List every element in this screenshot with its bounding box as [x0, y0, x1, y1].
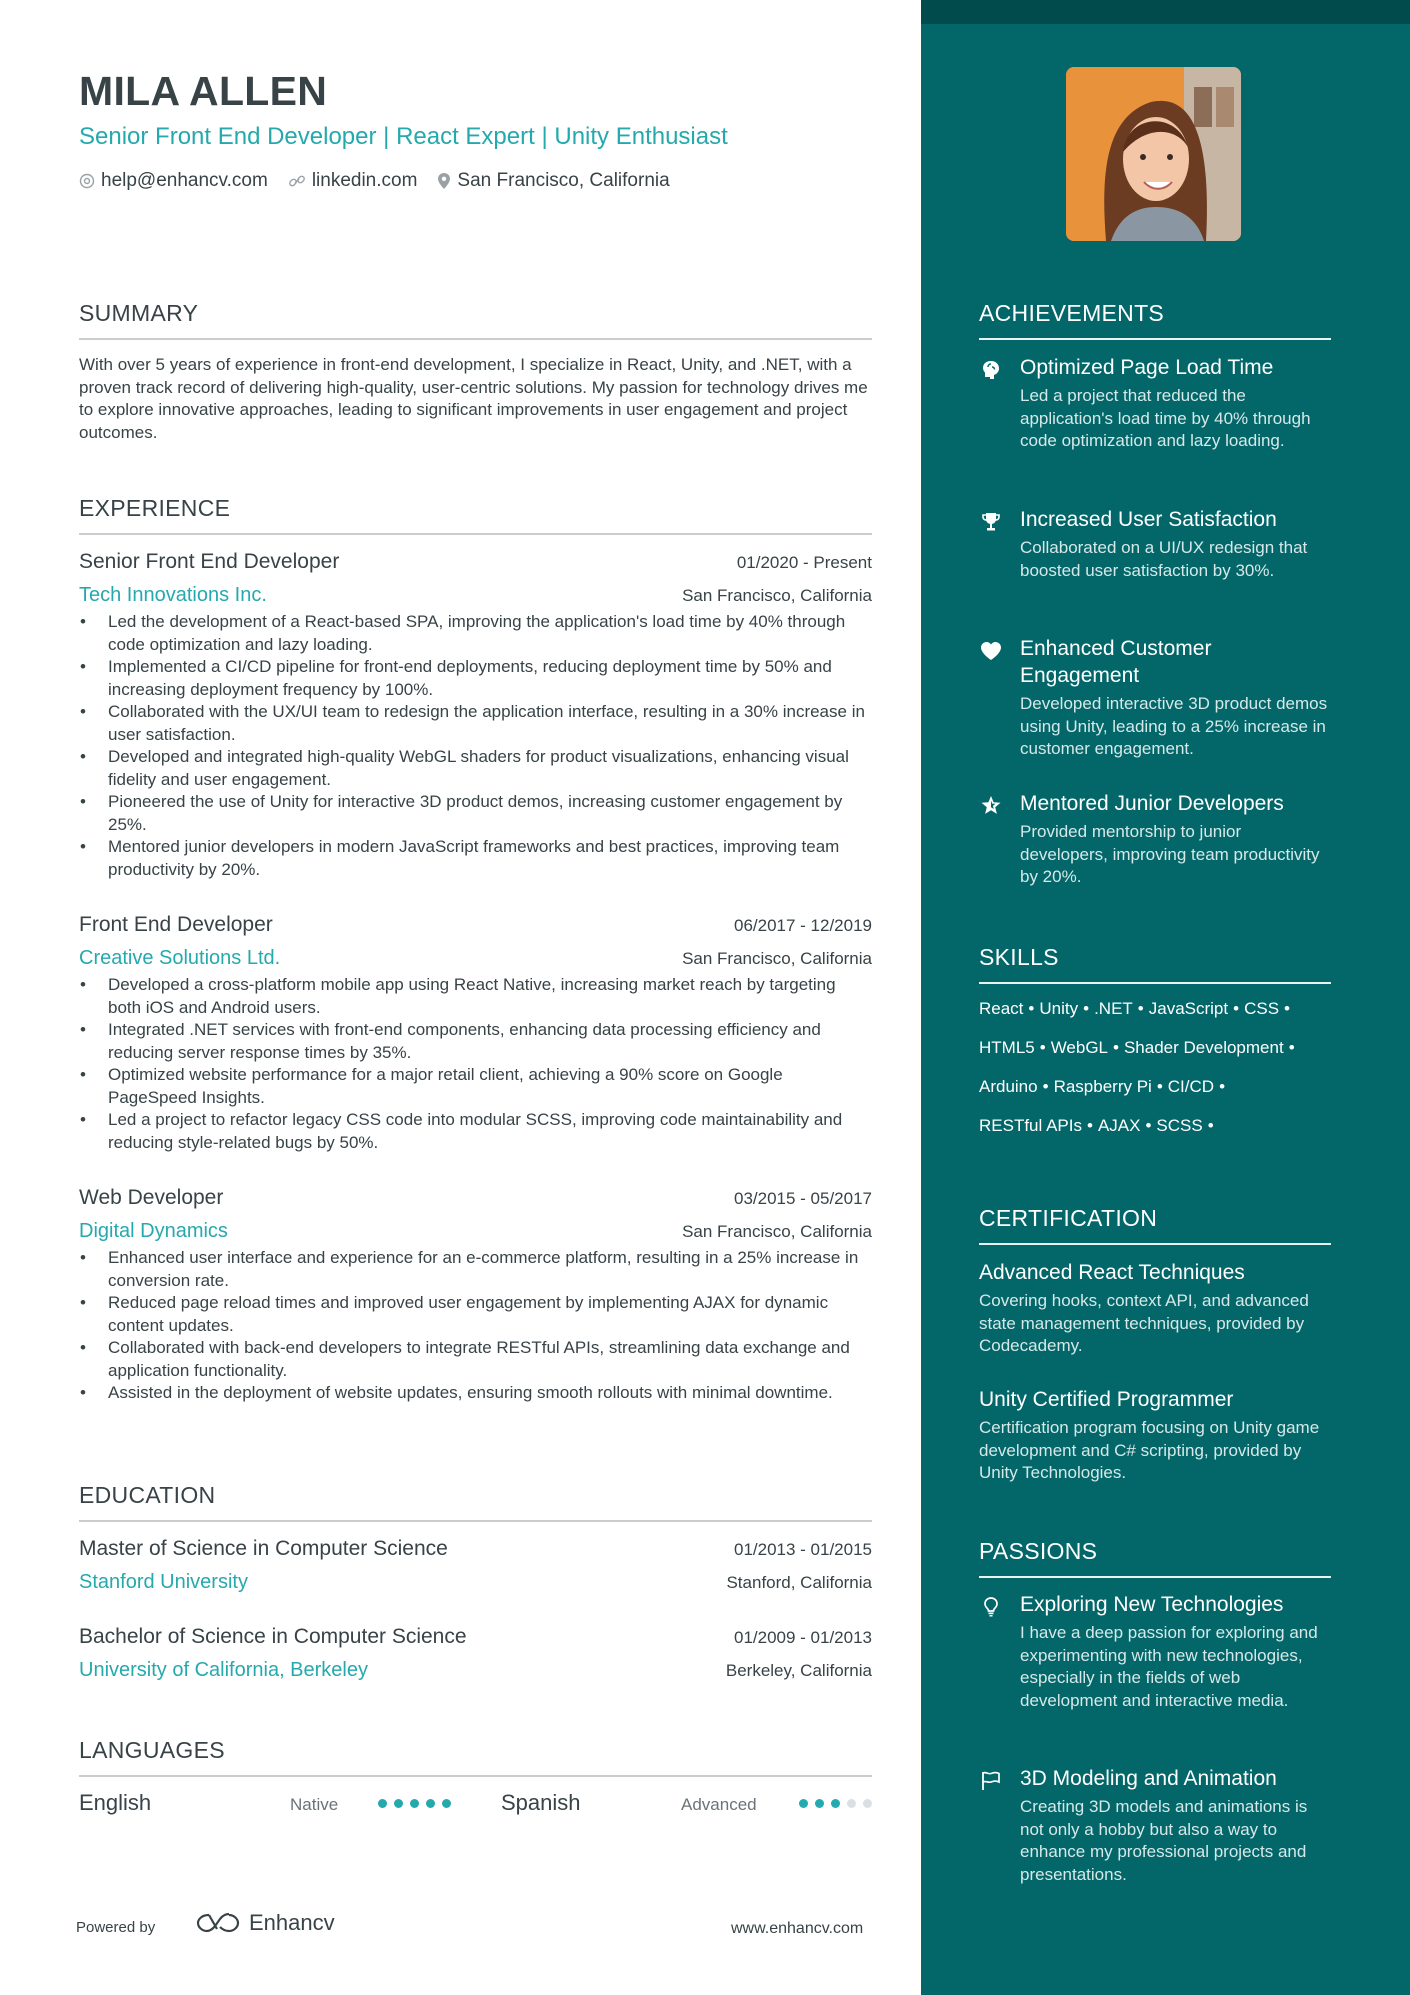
skill-tag: Unity	[1039, 999, 1079, 1018]
skill-separator: •	[1083, 999, 1090, 1018]
skills-line	[979, 998, 1331, 1037]
star-hand-icon	[979, 794, 1003, 818]
job-entry	[79, 913, 872, 1154]
education-divider	[79, 1520, 872, 1522]
job-dates: 06/2017 - 12/2019	[733, 916, 872, 935]
headline: Senior Front End Developer | React Expert | Unity Enthusiast	[79, 123, 728, 150]
rating-dot-filled	[831, 1799, 840, 1808]
certification-desc: Covering hooks, context API, and advanced state management techniques, provided by Codecademy.	[979, 1291, 1309, 1355]
job-bullet: • Implemented a CI/CD pipeline for front-end deployments, reducing deployment time by 50% and increasing deployment frequency by 100%.	[79, 656, 872, 701]
certification-item	[979, 1259, 1331, 1358]
passions-divider	[979, 1576, 1331, 1578]
brand-name: Enhancv	[249, 1910, 335, 1935]
skill-tag: CSS	[1244, 999, 1280, 1018]
achievement-desc: Collaborated on a UI/UX redesign that boosted user satisfaction by 30%.	[1020, 538, 1308, 580]
achievement-desc: Provided mentorship to junior developers, improving team productivity by 20%.	[1020, 822, 1320, 886]
job-bullet: • Developed and integrated high-quality WebGL shaders for product visualizations, enhancing visual fidelity and user engagement.	[79, 746, 872, 791]
achievement-title: Optimized Page Load Time	[1020, 356, 1274, 379]
degree: Master of Science in Computer Science	[79, 1537, 448, 1560]
avatar-illustration	[1066, 67, 1241, 241]
education-entry	[79, 1537, 872, 1594]
job-title: Web Developer	[79, 1186, 224, 1209]
certification-title: Unity Certified Programmer	[979, 1388, 1234, 1411]
skill-separator: •	[1219, 1077, 1226, 1096]
skills-heading: SKILLS	[979, 944, 1059, 970]
achievement-item	[979, 506, 1331, 582]
contact-location	[437, 170, 669, 192]
job-bullet: • Optimized website performance for a major retail client, achieving a 90% score on Google PageSpeed Insights.	[79, 1064, 872, 1109]
achievements-heading: ACHIEVEMENTS	[979, 300, 1165, 326]
languages-row	[79, 1790, 872, 1820]
rating-dot-filled	[394, 1799, 403, 1808]
skills-divider	[979, 982, 1331, 984]
flag-icon	[979, 1769, 1003, 1793]
lightbulb-icon	[979, 1595, 1003, 1619]
education-location: Berkeley, California	[725, 1661, 872, 1680]
rating-dot-filled	[426, 1799, 435, 1808]
languages-heading: LANGUAGES	[79, 1737, 225, 1763]
skill-tag: Shader Development	[1123, 1038, 1284, 1057]
skill-tag: React	[979, 999, 1024, 1018]
education-entry	[79, 1625, 872, 1682]
achievements-divider	[979, 338, 1331, 340]
skill-separator: •	[1113, 1038, 1119, 1057]
skill-separator: •	[1156, 1077, 1163, 1096]
skill-tag: SCSS	[1156, 1116, 1203, 1135]
achievement-item	[979, 790, 1331, 889]
skills-line	[979, 1037, 1331, 1076]
language-name: English	[79, 1790, 152, 1815]
skill-tag: WebGL	[1050, 1038, 1109, 1057]
skill-tag: JavaScript	[1148, 999, 1229, 1018]
education-heading: EDUCATION	[79, 1482, 216, 1508]
passion-desc: I have a deep passion for exploring and experimenting with new technologies, especially in the fields of web development and interactive media.	[1020, 1623, 1318, 1710]
profile-photo	[1066, 67, 1241, 241]
skills-list	[979, 998, 1331, 1154]
job-bullets	[79, 974, 872, 1154]
link-icon	[288, 173, 306, 189]
linkedin-text: linkedin.com	[311, 170, 418, 191]
brand-logo[interactable]	[195, 1910, 335, 1936]
language-rating	[378, 1799, 458, 1808]
contact-email[interactable]	[79, 170, 268, 192]
summary-divider	[79, 338, 872, 340]
education-dates: 01/2009 - 01/2013	[733, 1628, 872, 1647]
skill-tag: CI/CD	[1167, 1077, 1215, 1096]
rating-dot-filled	[815, 1799, 824, 1808]
job-bullet: • Assisted in the deployment of website updates, ensuring smooth rollouts with minimal downtime.	[79, 1382, 872, 1405]
job-title: Senior Front End Developer	[79, 550, 340, 573]
rating-dot-filled	[378, 1799, 387, 1808]
job-bullet: • Developed a cross-platform mobile app using React Native, increasing market reach by targeting both iOS and Android users.	[79, 974, 872, 1019]
certification-desc: Certification program focusing on Unity game development and C# scripting, provided by Unity Technologies.	[979, 1418, 1320, 1482]
job-bullets	[79, 1247, 872, 1405]
school: University of California, Berkeley	[79, 1659, 368, 1681]
skill-tag: Raspberry Pi	[1053, 1077, 1152, 1096]
achievement-title: Increased User Satisfaction	[1020, 508, 1277, 531]
skill-tag: HTML5	[979, 1038, 1035, 1057]
achievement-desc: Developed interactive 3D product demos using Unity, leading to a 25% increase in customer engagement.	[1020, 694, 1328, 758]
achievement-title: Mentored Junior Developers	[1020, 792, 1284, 815]
education-location: Stanford, California	[726, 1573, 872, 1592]
job-dates: 03/2015 - 05/2017	[733, 1189, 872, 1208]
brain-icon	[979, 358, 1003, 382]
passion-title: Exploring New Technologies	[1020, 1593, 1284, 1616]
achievement-item	[979, 635, 1331, 761]
skill-separator: •	[1028, 999, 1035, 1018]
job-bullet: • Led a project to refactor legacy CSS code into modular SCSS, improving code maintainability and reducing style-related bugs by 50%.	[79, 1109, 872, 1154]
skill-separator: •	[1233, 999, 1240, 1018]
skill-tag: AJAX	[1097, 1116, 1141, 1135]
certification-item	[979, 1386, 1331, 1485]
education-dates: 01/2013 - 01/2015	[733, 1540, 872, 1559]
job-company: Tech Innovations Inc.	[79, 584, 267, 606]
job-bullet: • Collaborated with back-end developers to integrate RESTful APIs, streamlining data exchange and application functionality.	[79, 1337, 872, 1382]
job-bullet: • Mentored junior developers in modern JavaScript frameworks and best practices, improving team productivity by 20%.	[79, 836, 872, 881]
skill-separator: •	[1288, 1038, 1295, 1057]
rating-dot-filled	[442, 1799, 451, 1808]
language-name: Spanish	[501, 1790, 581, 1815]
languages-divider	[79, 1775, 872, 1777]
passion-desc: Creating 3D models and animations is not only a hobby but also a way to enhance my professional projects and presentations.	[1020, 1797, 1308, 1884]
job-bullet: • Collaborated with the UX/UI team to redesign the application interface, resulting in a 30% increase in user satisfaction.	[79, 701, 872, 746]
job-company: Digital Dynamics	[79, 1220, 228, 1242]
certification-divider	[979, 1243, 1331, 1245]
trophy-icon	[979, 510, 1003, 534]
heart-icon	[979, 639, 1003, 663]
rating-dot-empty	[847, 1799, 856, 1808]
language-rating	[799, 1799, 879, 1808]
skill-separator: •	[1137, 999, 1144, 1018]
job-bullet: • Pioneered the use of Unity for interactive 3D product demos, increasing customer engagement by 25%.	[79, 791, 872, 836]
job-bullet: • Enhanced user interface and experience for an e-commerce platform, resulting in a 25% increase in conversion rate.	[79, 1247, 872, 1292]
skill-separator: •	[1284, 999, 1290, 1018]
passion-item	[979, 1765, 1331, 1886]
passion-item	[979, 1591, 1331, 1712]
website-link[interactable]: www.enhancv.com	[731, 1920, 864, 1937]
location-text: San Francisco, California	[457, 170, 670, 191]
job-location: San Francisco, California	[682, 1222, 872, 1241]
skill-separator: •	[1207, 1116, 1214, 1135]
degree: Bachelor of Science in Computer Science	[79, 1625, 467, 1648]
skill-separator: •	[1145, 1116, 1152, 1135]
job-location: San Francisco, California	[682, 586, 872, 605]
skill-tag: .NET	[1094, 999, 1133, 1018]
certification-heading: CERTIFICATION	[979, 1205, 1158, 1231]
achievement-desc: Led a project that reduced the application's load time by 40% through code optimization and lazy loading.	[1020, 386, 1311, 450]
experience-heading: EXPERIENCE	[79, 495, 231, 521]
skills-line	[979, 1115, 1331, 1154]
language-level: Advanced	[681, 1795, 757, 1814]
rating-dot-filled	[799, 1799, 808, 1808]
experience-divider	[79, 533, 872, 535]
skill-separator: •	[1039, 1038, 1046, 1057]
powered-by-label: Powered by	[76, 1919, 156, 1936]
location-pin-icon	[437, 172, 451, 190]
skill-separator: •	[1086, 1116, 1093, 1135]
job-bullet: • Reduced page reload times and improved user engagement by implementing AJAX for dynamic content updates.	[79, 1292, 872, 1337]
job-title: Front End Developer	[79, 913, 273, 936]
skill-tag: RESTful APIs	[979, 1116, 1082, 1135]
sidebar-topbar	[921, 0, 1410, 24]
job-bullets	[79, 611, 872, 881]
rating-dot-empty	[863, 1799, 872, 1808]
contact-linkedin[interactable]	[288, 170, 418, 192]
rating-dot-filled	[410, 1799, 419, 1808]
job-entry	[79, 1186, 872, 1405]
at-icon	[79, 173, 95, 189]
achievement-item	[979, 354, 1331, 453]
language-level: Native	[290, 1795, 339, 1814]
job-bullet: • Led the development of a React-based SPA, improving the application's load time by 40% through code optimization and lazy loading.	[79, 611, 872, 656]
summary-heading: SUMMARY	[79, 300, 199, 326]
job-bullet: • Integrated .NET services with front-end components, enhancing data processing efficiency and reducing server response times by 35%.	[79, 1019, 872, 1064]
email-text: help@enhancv.com	[101, 170, 268, 191]
skills-line	[979, 1076, 1331, 1115]
achievement-title: Enhanced Customer Engagement	[1020, 637, 1212, 687]
passions-heading: PASSIONS	[979, 1538, 1098, 1564]
school: Stanford University	[79, 1571, 248, 1593]
certification-title: Advanced React Techniques	[979, 1261, 1245, 1284]
contact-row	[79, 170, 690, 192]
passion-title: 3D Modeling and Animation	[1020, 1767, 1277, 1790]
candidate-name: MILA ALLEN	[79, 68, 328, 114]
job-company: Creative Solutions Ltd.	[79, 947, 281, 969]
job-location: San Francisco, California	[682, 949, 872, 968]
summary-text: With over 5 years of experience in front-end development, I specialize in React, Unity, and .NET, with a proven track record of delivering high-quality, user-centric solutions. My passion for technology drives me to explore innovative approaches, leading to significant improvements in user engagement and project outcomes.	[79, 355, 868, 442]
enhancv-logo-icon	[195, 1911, 241, 1935]
job-entry	[79, 550, 872, 881]
skill-separator: •	[1042, 1077, 1049, 1096]
job-dates: 01/2020 - Present	[736, 553, 872, 572]
skill-tag: Arduino	[979, 1077, 1038, 1096]
